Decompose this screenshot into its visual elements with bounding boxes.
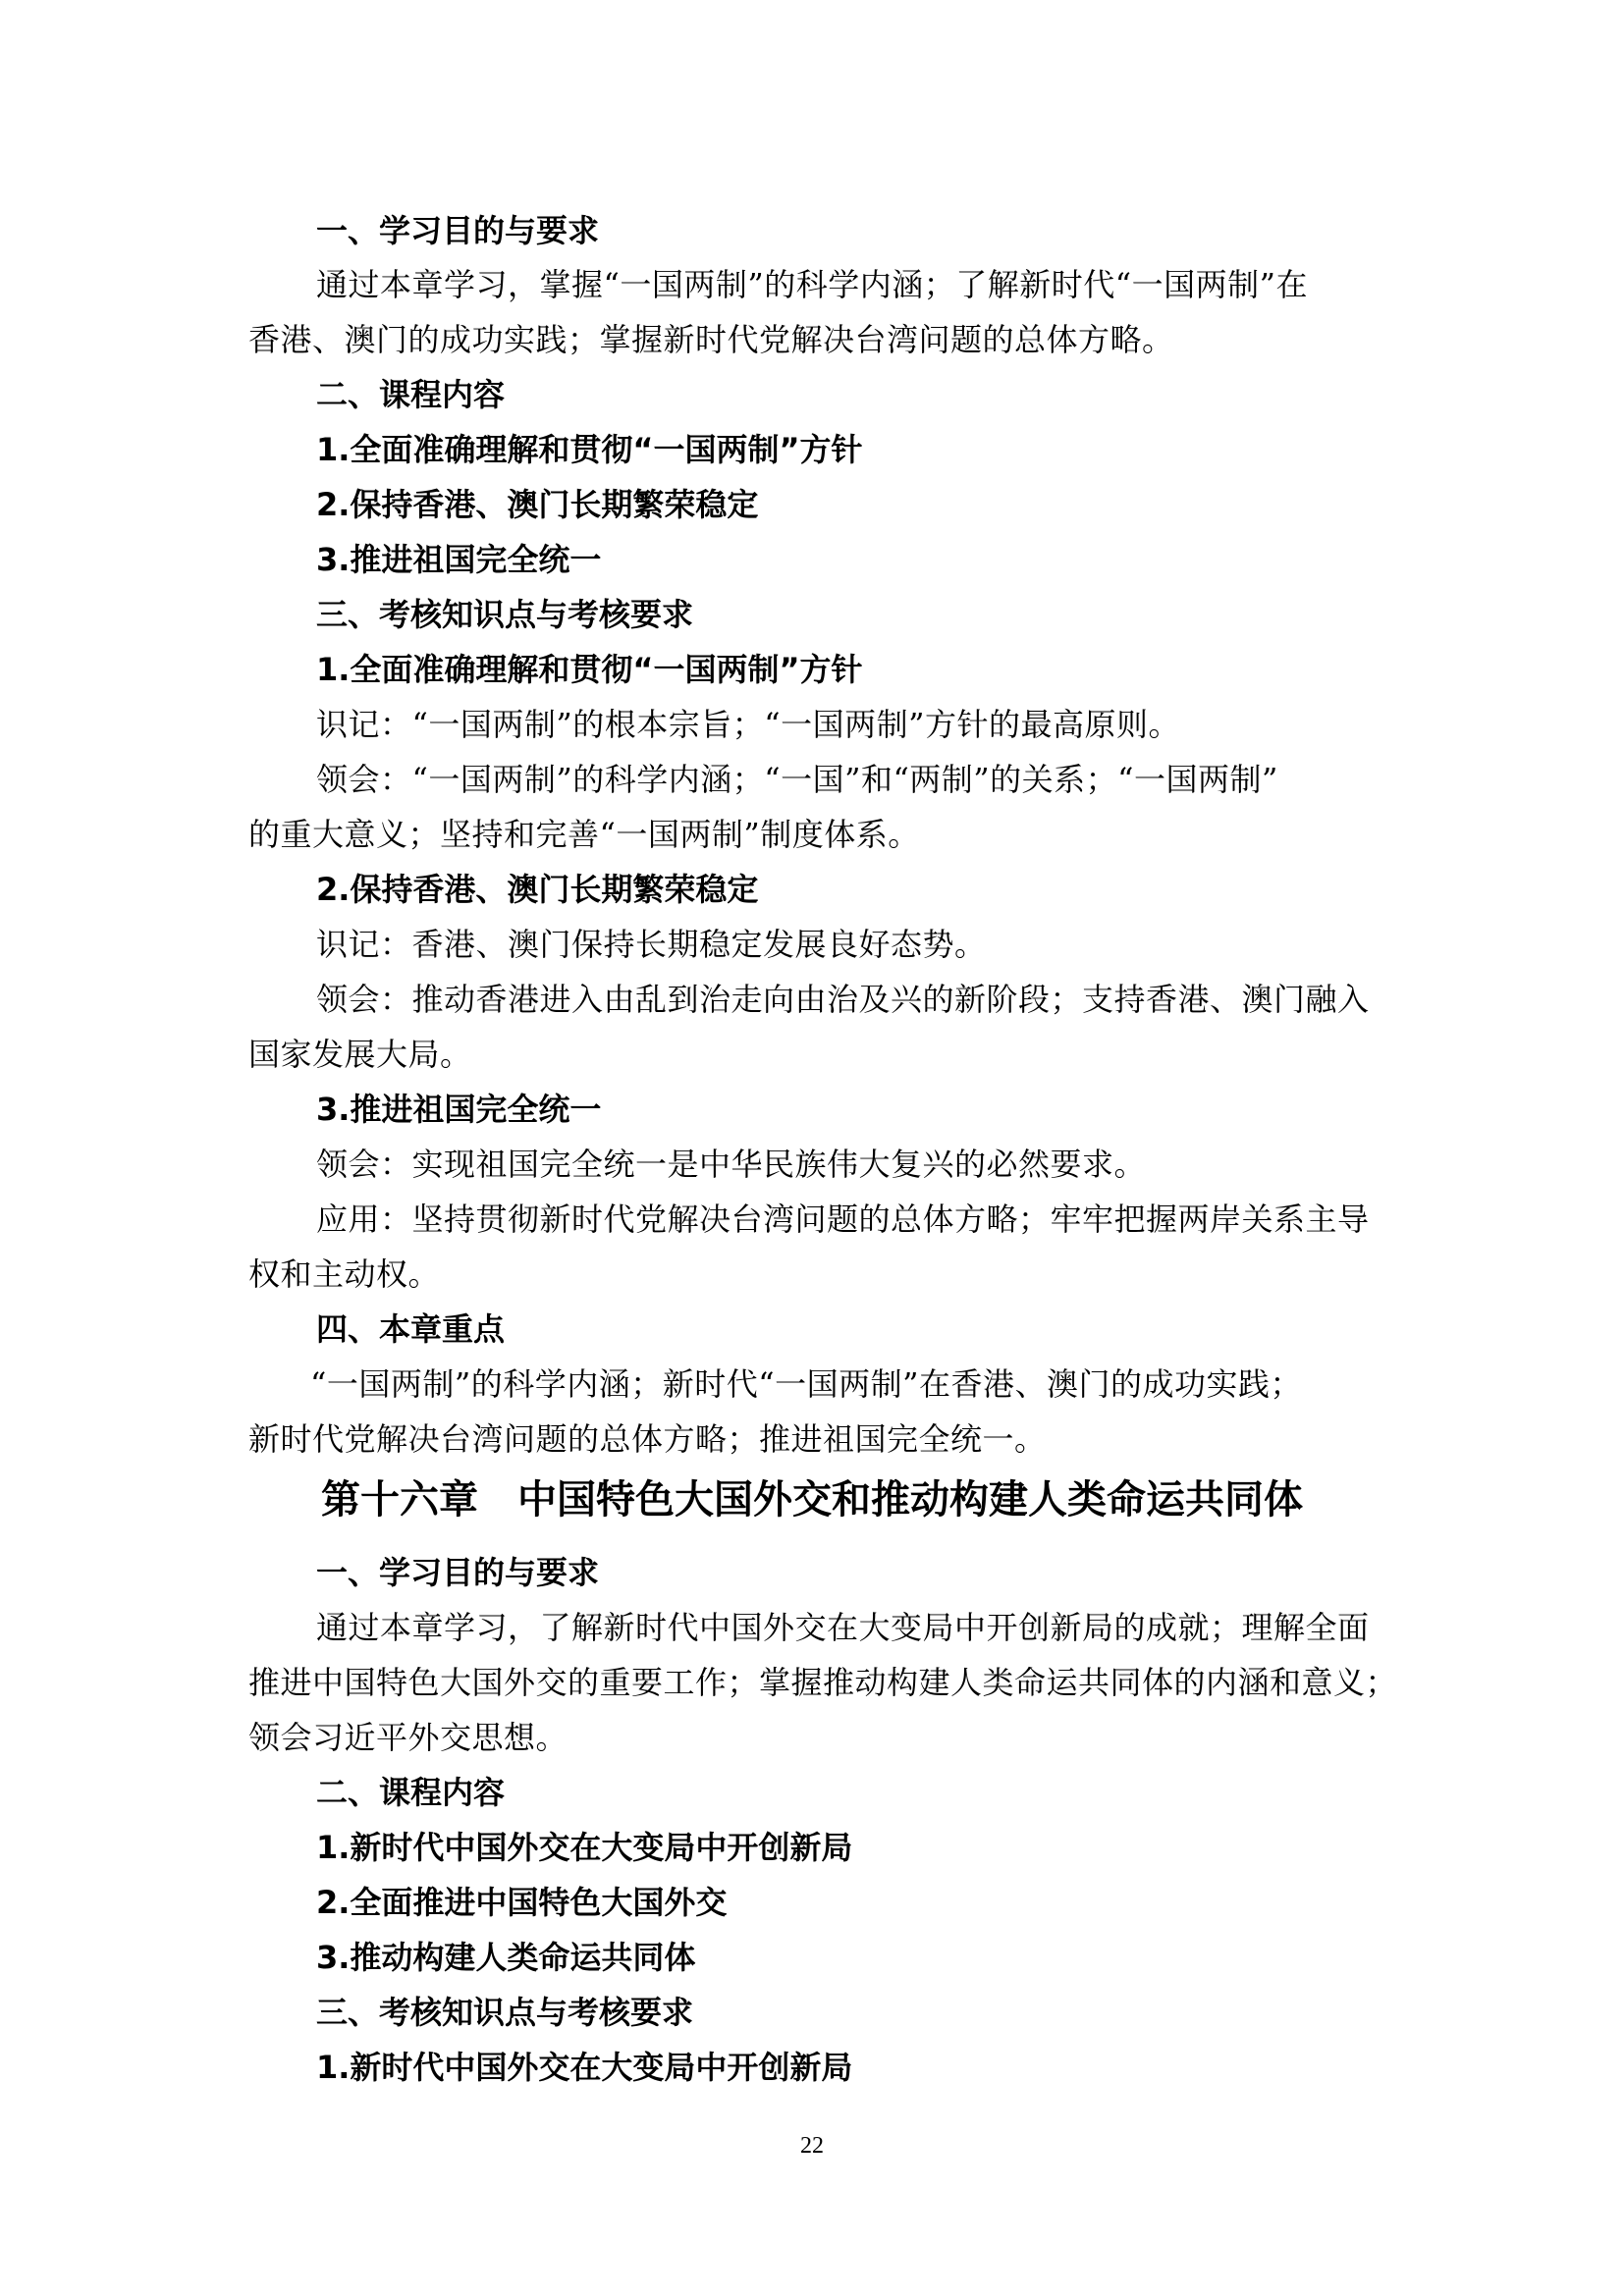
ch15-course-item-3: 3.推进祖国完全统一	[316, 541, 602, 578]
ch15-k1-linghui-line-1: 领会：“一国两制”的科学内涵；“一国”和“两制”的关系；“一国两制”	[316, 761, 1278, 798]
ch15-k3-yingyong-line-1: 应用：坚持贯彻新时代党解决台湾问题的总体方略；牢牢把握两岸关系主导	[316, 1201, 1370, 1238]
ch15-section-heading-3: 三、考核知识点与考核要求	[316, 596, 694, 633]
ch16-course-item-3: 3.推动构建人类命运共同体	[316, 1939, 696, 1976]
ch15-key-points-line-1: “一国两制”的科学内涵；新时代“一国两制”在香港、澳门的成功实践；	[310, 1365, 1302, 1403]
ch15-section-heading-1: 一、学习目的与要求	[316, 212, 600, 249]
ch15-k3-yingyong-line-2: 权和主动权。	[248, 1255, 441, 1293]
ch15-knowledge-heading-3: 3.推进祖国完全统一	[316, 1091, 602, 1128]
ch16-objectives-para-line-2: 推进中国特色大国外交的重要工作；掌握推动构建人类命运共同体的内涵和意义；	[248, 1664, 1398, 1701]
ch15-key-points-line-2: 新时代党解决台湾问题的总体方略；推进祖国完全统一。	[248, 1420, 1047, 1458]
ch15-k2-linghui-line-2: 国家发展大局。	[248, 1036, 472, 1073]
ch16-course-item-1: 1.新时代中国外交在大变局中开创新局	[316, 1829, 853, 1866]
ch16-knowledge-heading-1: 1.新时代中国外交在大变局中开创新局	[316, 2049, 853, 2086]
ch15-objectives-para-line-1: 通过本章学习，掌握“一国两制”的科学内涵；了解新时代“一国两制”在	[316, 266, 1308, 303]
ch16-section-heading-3: 三、考核知识点与考核要求	[316, 1994, 694, 2031]
ch15-course-item-1: 1.全面准确理解和贯彻“一国两制”方针	[316, 431, 863, 468]
ch16-course-item-2: 2.全面推进中国特色大国外交	[316, 1884, 728, 1921]
ch15-knowledge-heading-1: 1.全面准确理解和贯彻“一国两制”方针	[316, 651, 863, 688]
ch15-knowledge-heading-2: 2.保持香港、澳门长期繁荣稳定	[316, 871, 759, 908]
chapter-16-title: 第十六章 中国特色大国外交和推动构建人类命运共同体	[321, 1477, 1303, 1522]
ch15-k1-linghui-line-2: 的重大意义；坚持和完善“一国两制”制度体系。	[248, 816, 920, 853]
ch16-section-heading-1: 一、学习目的与要求	[316, 1554, 600, 1591]
ch15-section-heading-2: 二、课程内容	[316, 376, 506, 413]
ch15-objectives-para-line-2: 香港、澳门的成功实践；掌握新时代党解决台湾问题的总体方略。	[248, 321, 1174, 358]
ch15-section-heading-4: 四、本章重点	[316, 1310, 506, 1348]
ch15-k1-shiji: 识记：“一国两制”的根本宗旨；“一国两制”方针的最高原则。	[316, 706, 1180, 743]
ch15-course-item-2: 2.保持香港、澳门长期繁荣稳定	[316, 486, 759, 523]
ch15-k2-shiji: 识记：香港、澳门保持长期稳定发展良好态势。	[316, 926, 987, 963]
ch16-objectives-para-line-1: 通过本章学习，了解新时代中国外交在大变局中开创新局的成就；理解全面	[316, 1609, 1370, 1646]
page-number: 22	[800, 2133, 824, 2159]
ch16-section-heading-2: 二、课程内容	[316, 1774, 506, 1811]
ch15-k2-linghui-line-1: 领会：推动香港进入由乱到治走向由治及兴的新阶段；支持香港、澳门融入	[316, 981, 1370, 1018]
ch16-objectives-para-line-3: 领会习近平外交思想。	[248, 1719, 568, 1756]
ch15-k3-linghui: 领会：实现祖国完全统一是中华民族伟大复兴的必然要求。	[316, 1146, 1147, 1183]
